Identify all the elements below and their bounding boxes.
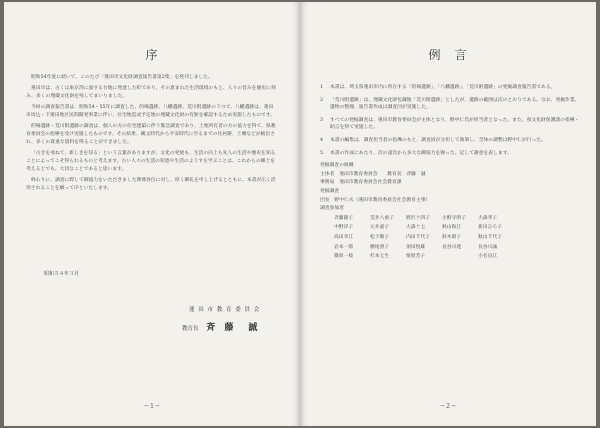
org-line: 主体者 蓮田市教育委員会 教育長 斉藤 誠 <box>320 171 426 177</box>
member-name: 斉藤隆子 <box>334 215 354 221</box>
member-name: 松下敬子 <box>370 234 390 240</box>
preface-body <box>26 74 278 196</box>
member-name: 大森孝子 <box>478 215 498 221</box>
paragraph: 今回の調査報告書は、昭和54・55年に調査した、的場遺跡、八幡遺跡、荒川附遺跡の３つで、八幡遺跡は、蓮田市馬込・下蓮田地区民間開発事業に伴い、住宅地造成予定地の埋蔵文化財の有無を確認するため実施したものです。 <box>26 105 276 118</box>
member-name: 長谷川誠 <box>478 244 498 250</box>
right-page <box>300 2 596 426</box>
page-number: ─ 2 ─ <box>440 403 456 410</box>
preface-date: 昭和５４年３月 <box>44 271 80 277</box>
member-name: 高田幸江 <box>334 234 354 240</box>
left-page <box>4 2 300 426</box>
paragraph: 蓮田市は、古くは東京湾に面する台地に発達した町であり、その恵まれた生活環境のもと、人々の営みを歴史に刻み、多くの埋蔵文化財を残してまいりました。 <box>26 86 276 99</box>
org-heading: 発掘調査の組織 <box>320 163 354 169</box>
member-name: 小名良江 <box>478 254 498 260</box>
member-name: 篠原一枝 <box>334 254 354 260</box>
note-number: 4 <box>320 137 324 143</box>
member-name <box>442 253 478 261</box>
member-name: 大森十七 <box>406 225 426 231</box>
member-name: 小野寺明子 <box>442 215 466 221</box>
member-heading: 調査参加者 <box>320 206 344 212</box>
member-name: 荒井八重子 <box>370 215 394 221</box>
note-text: 本書の編集は、調査担当者の指導のもと、調査員が分担して執筆し、全体の調整は野中仁が行った。 <box>330 137 546 143</box>
page-title: 序 <box>145 48 159 62</box>
member-name: 栗原芳子 <box>406 254 426 260</box>
note-item <box>320 117 580 132</box>
page-title: 例 言 <box>428 48 468 62</box>
signature <box>182 320 260 333</box>
note-item <box>320 97 580 112</box>
member-name: 内田千代子 <box>406 234 430 240</box>
note-item <box>320 84 580 92</box>
member-name: 杉本七生 <box>370 254 390 260</box>
signature-org: 蓮 田 市 教 育 委 員 会 <box>189 307 261 313</box>
member-name: 新田ひろ子 <box>478 225 502 231</box>
member-name: 長谷川達 <box>442 244 462 250</box>
staff-heading: 発掘調査 <box>320 188 340 194</box>
member-name: 岩本一郎 <box>334 244 354 250</box>
paragraph: 的場遺跡・荒川附遺跡の調査は、個人の方の住宅建築に伴う緊急調査であり、土地所有者の方の協力を得て、県教育委員会の指導を受け実施したものです。その結果、縄文時代から平安時代に至るまでの住居跡、土壙などが検出され、多くの貴重な資料を得ることができました。 <box>26 124 276 145</box>
note-text: 本書の作成にあたり、次の諸氏から多大な御協力を賜った。記して謝意を表します。 <box>330 150 512 156</box>
member-name: 元井嘉子 <box>370 225 390 231</box>
book-spread <box>4 2 596 426</box>
note-number: 5 <box>320 150 324 156</box>
note-text: すべての発掘調査は、蓮田市教育委員会が主体となり、野中仁氏が担当者となった。また、県文化財保護課の指導・助言を得て実施した。 <box>330 117 580 131</box>
member-grid <box>334 215 580 261</box>
paragraph: 終わりに、調査に際して御協力をいただきました関係各位に対し、厚く御礼を申し上げるとともに、本書が広く活用されることを願って序といたします。 <box>26 178 276 191</box>
member-name: 鈴木昭子 <box>442 234 462 240</box>
member-name: 須田悦雄 <box>406 244 426 250</box>
note-item <box>320 137 580 145</box>
member-name: 横尾照子 <box>370 244 390 250</box>
note-text: 「荒川附遺跡」は、埋蔵文化財包蔵地「荒川附遺跡」としたが、遺跡の範囲は次のとおりである。なお、発掘作業、遺物の整理、報告書作成は調査団が実施した。 <box>330 97 580 111</box>
member-name: 野沢十四子 <box>406 215 430 221</box>
note-number: 3 <box>320 117 324 123</box>
paragraph: 昭和54年度に続いて、このたび「蓮田市文化財調査報告書第2集」を発刊しました。 <box>31 75 213 80</box>
signature-title: 教育長 <box>182 326 199 332</box>
note-number: 1 <box>320 85 324 90</box>
leader-line: 団長 野中仁夫（蓮田市教育委員会社会教育主事） <box>320 197 431 203</box>
notes-body <box>320 84 580 261</box>
member-name: 中野洋子 <box>334 225 354 231</box>
org-line: 事務局 蓮田市教育委員会社会教育課 <box>320 180 402 186</box>
member-name: 秋山和江 <box>442 225 462 231</box>
note-item <box>320 150 580 158</box>
note-number: 2 <box>320 97 324 103</box>
signature-name: 斉 藤 誠 <box>206 323 261 333</box>
note-text: 本書は、埼玉県蓮田市内に所在する「的場遺跡」、「八幡遺跡」、「荒川附遺跡」の発掘調査報告書である。 <box>330 85 556 90</box>
paragraph: 「古きを尋ねて、新しきを知る」という言葉がありますが、文化の発展も、生活の向上も先人の生活や歴史を知ることによってこそ得られるものと考えます。古い人々の生活の知恵や生活のようすを学ぶことは、これからの郷土を考える上でも、大切なことであると思います。 <box>26 151 276 172</box>
page-number: ─ 1 ─ <box>144 403 160 410</box>
member-name: 秋山千代子 <box>478 234 502 240</box>
